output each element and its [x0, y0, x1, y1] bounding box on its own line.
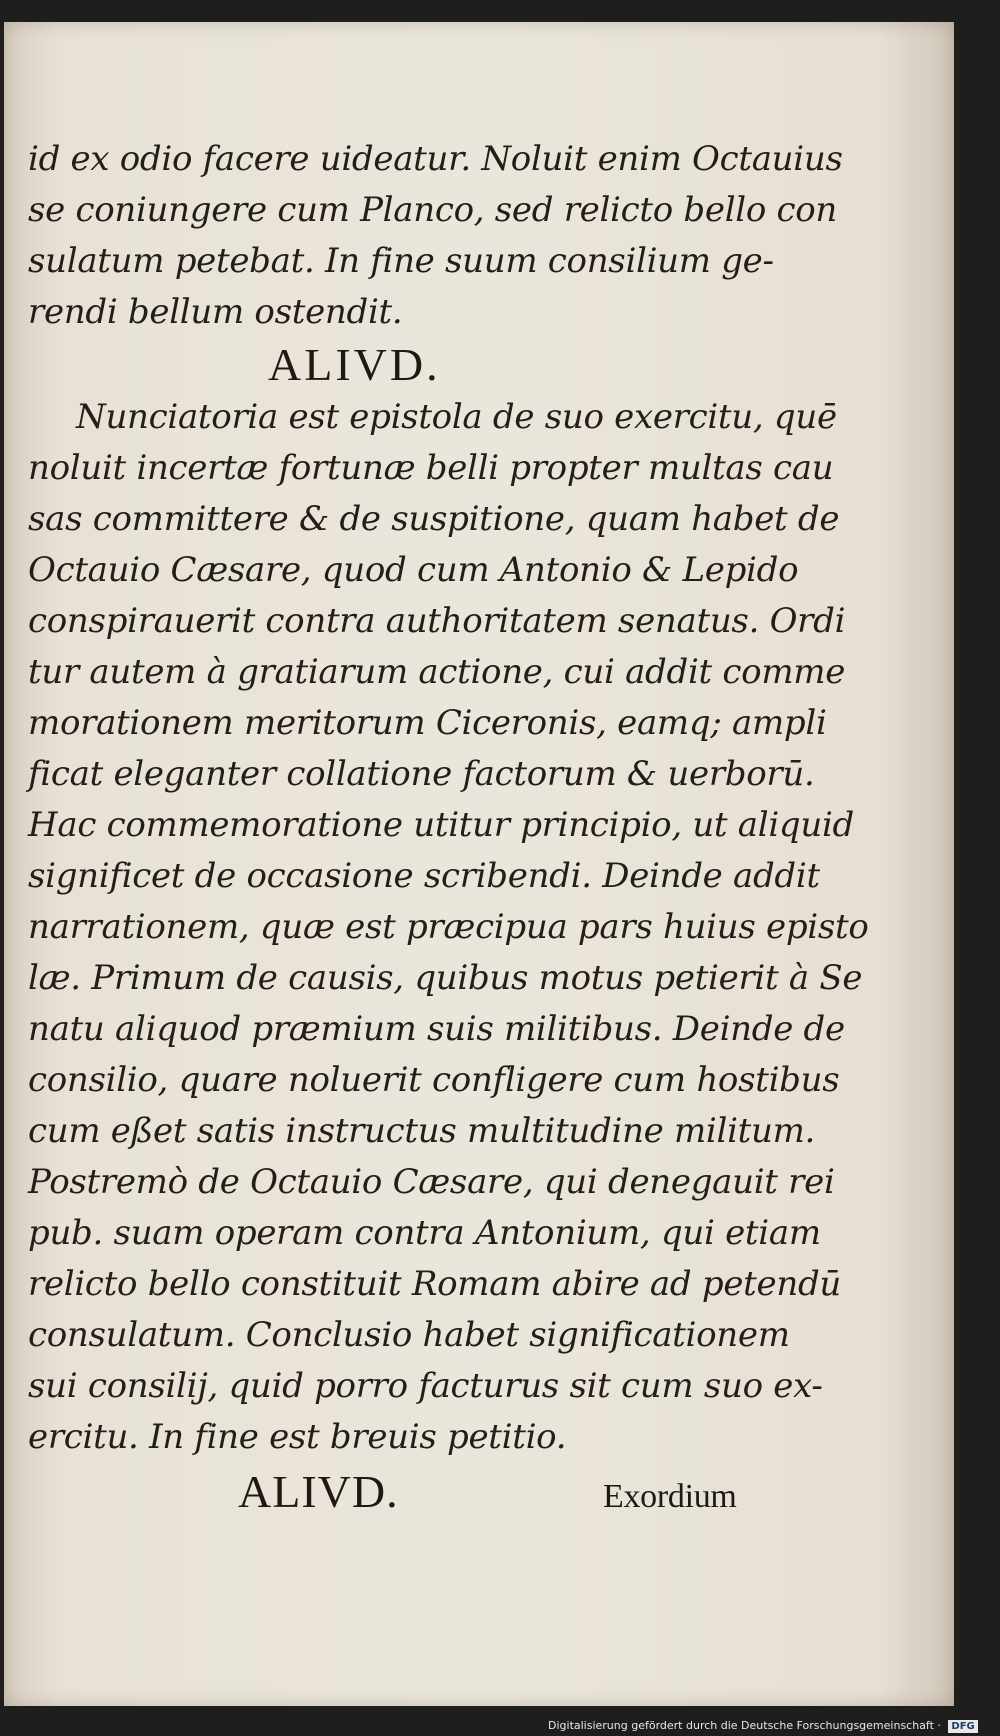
text-line: natu aliquod præmium suis militibus. Deinde de	[28, 1009, 845, 1049]
text-line: morationem meritorum Ciceronis, eamq; ampli	[28, 703, 827, 743]
page-text	[28, 134, 869, 1523]
text-line: sulatum petebat. In fine suum consilium ge-	[28, 241, 774, 281]
text-line: pub. suam operam contra Antonium, qui etiam	[28, 1213, 821, 1253]
text-line: significet de occasione scribendi. Deinde addit	[28, 856, 820, 896]
text-line: sas committere & de suspitione, quam habet de	[28, 499, 840, 539]
text-line: Octauio Cæsare, quod cum Antonio & Lepido	[28, 550, 799, 590]
text-line: Hac commemoratione utitur principio, ut aliquid	[28, 805, 855, 845]
text-line: ficat eleganter collatione factorum & uerborū.	[28, 754, 815, 794]
text-line: Nunciatoria est epistola de suo exercitu, quē	[76, 397, 837, 437]
text-line: cum eßet satis instructus multitudine militum.	[28, 1111, 816, 1151]
book-page	[4, 22, 954, 1706]
catchword: Exordium	[603, 1478, 737, 1515]
section-heading: ALIVD.	[238, 1466, 399, 1517]
text-line: narrationem, quæ est præcipua pars huius episto	[28, 907, 869, 947]
text-line: ercitu. In fine est breuis petitio.	[28, 1417, 567, 1457]
text-line: rendi bellum ostendit.	[28, 292, 403, 332]
digitization-credit	[548, 1719, 978, 1733]
text-line: læ. Primum de causis, quibus motus petierit à Se	[28, 958, 863, 998]
text-line: se coniungere cum Planco, sed relicto bello con	[28, 190, 838, 230]
text-line: consulatum. Conclusio habet significationem	[28, 1315, 790, 1355]
text-line: tur autem à gratiarum actione, cui addit comme	[28, 652, 846, 692]
text-line: Postremò de Octauio Cæsare, qui denegauit rei	[28, 1162, 835, 1202]
text-line: noluit incertæ fortunæ belli propter multas cau	[28, 448, 834, 488]
page-end-row	[28, 1463, 748, 1523]
text-line: consilio, quare noluerit confligere cum hostibus	[28, 1060, 840, 1100]
dfg-logo: DFG	[948, 1720, 977, 1733]
section-heading: ALIVD.	[268, 339, 441, 390]
text-line: conspirauerit contra authoritatem senatus. Ordi	[28, 601, 846, 641]
text-line: sui consilij, quid porro facturus sit cum suo ex-	[28, 1366, 823, 1406]
text-line: relicto bello constituit Romam abire ad petendū	[28, 1264, 842, 1304]
text-line: id ex odio facere uideatur. Noluit enim Octauius	[28, 139, 843, 179]
credit-text: Digitalisierung gefördert durch die Deutsche Forschungsgemeinschaft ·	[548, 1719, 941, 1732]
